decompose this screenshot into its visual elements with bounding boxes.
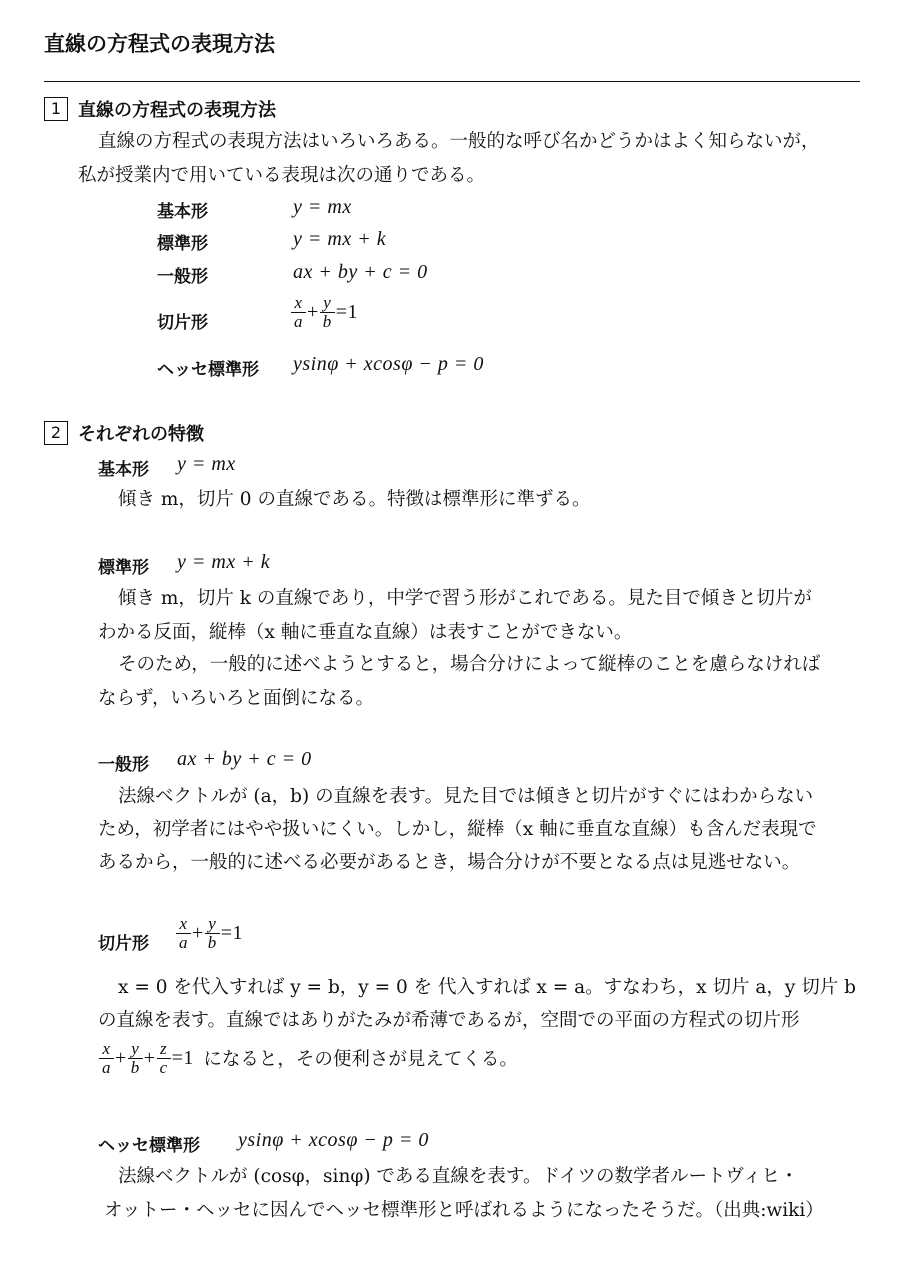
kihon-text: 傾き m，切片 0 の直線である。特徴は標準形に準ずる。: [118, 489, 591, 510]
page-title: 直線の方程式の表現方法: [44, 32, 275, 56]
ippan-text-1: 法線ベクトルが (a，b) の直線を表す。見た目では傾きと切片がすぐにはわからない: [118, 786, 814, 807]
hesse-text-2: オットー・ヘッセに因んでヘッセ標準形と呼ばれるようになったそうだ。（出典:wiki）: [104, 1200, 824, 1221]
title-divider: [44, 81, 860, 82]
ippan-text-2: ため，初学者にはやや扱いにくい。しかし，縦棒（x 軸に垂直な直線）も含んだ表現で: [98, 819, 817, 840]
seppen-text-1: x = 0 を代入すれば y = b，y = 0 を 代入すれば x = a。すなわち，x 切片 a，y 切片 b: [118, 977, 856, 998]
section-number-box: 2: [44, 421, 68, 445]
subsection-formula: y = mx: [177, 453, 236, 475]
seppen-text-3: $\frac{x}{a}$ + $\frac{y}{b}$ + $\frac{z}{c}$ =1 になると，その便利さが見えてくる。: [98, 1040, 518, 1077]
subsection-name: 切片形: [98, 934, 149, 954]
seppen-text-2: の直線を表す。直線ではありがたみが希薄であるが，空間での平面の方程式の切片形: [98, 1010, 800, 1031]
form-formula: y = mx: [293, 196, 352, 218]
subsection-formula: ax + by + c = 0: [177, 748, 312, 770]
form-formula-fraction: $\frac{x}{a}$ + $\frac{y}{b}$ =1: [290, 294, 358, 331]
form-name: ヘッセ標準形: [157, 360, 259, 380]
form-name: 基本形: [157, 202, 208, 222]
form-formula: ax + by + c = 0: [293, 261, 428, 283]
subsection-name: 一般形: [98, 755, 149, 775]
hyojun-text-1: 傾き m，切片 k の直線であり，中学で習う形がこれである。見た目で傾きと切片が: [118, 588, 812, 609]
section-heading: それぞれの特徴: [78, 424, 204, 445]
ippan-text-3: あるから，一般的に述べる必要があるとき，場合分けが不要となる点は見逃せない。: [98, 852, 801, 873]
subsection-name: ヘッセ標準形: [98, 1136, 200, 1156]
subsection-formula-fraction: $\frac{x}{a}$ + $\frac{y}{b}$ =1: [175, 915, 243, 952]
hesse-text-1: 法線ベクトルが (cosφ，sinφ) である直線を表す。ドイツの数学者ルートヴィヒ・: [118, 1166, 799, 1187]
intro-line-1: 直線の方程式の表現方法はいろいろある。一般的な呼び名かどうかはよく知らないが，: [98, 131, 820, 152]
subsection-formula: ysinφ + xcosφ − p = 0: [238, 1129, 429, 1151]
hyojun-text-2: わかる反面，縦棒（x 軸に垂直な直線）は表すことができない。: [98, 622, 633, 643]
form-formula: y = mx + k: [293, 228, 387, 250]
hyojun-text-3: そのため，一般的に述べようとすると，場合分けによって縦棒のことを慮らなければ: [118, 654, 821, 675]
form-name: 標準形: [157, 234, 208, 254]
hyojun-text-4: ならず，いろいろと面倒になる。: [98, 688, 375, 709]
subsection-name: 基本形: [98, 460, 149, 480]
section-1-header: [44, 96, 276, 122]
form-name: 一般形: [157, 267, 208, 287]
section-number-box: 1: [44, 97, 68, 121]
subsection-name: 標準形: [98, 558, 149, 578]
section-2-header: [44, 420, 204, 446]
subsection-formula: y = mx + k: [177, 551, 271, 573]
form-name: 切片形: [157, 313, 208, 333]
intro-line-2: 私が授業内で用いている表現は次の通りである。: [78, 165, 486, 186]
form-formula: ysinφ + xcosφ − p = 0: [293, 353, 484, 375]
section-heading: 直線の方程式の表現方法: [78, 100, 276, 121]
